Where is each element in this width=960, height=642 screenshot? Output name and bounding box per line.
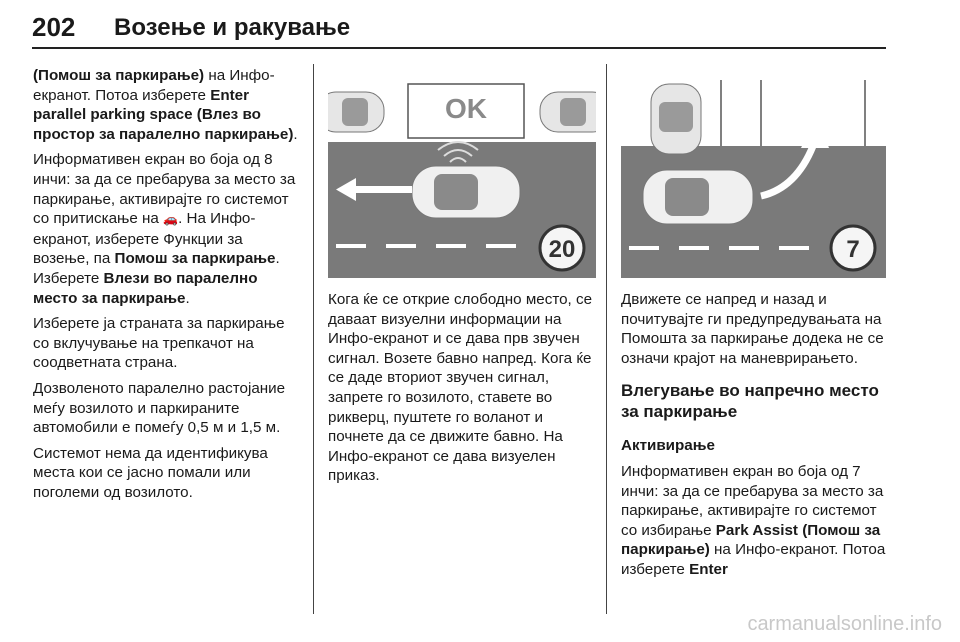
text-run: на Инфо-екранот. Потоа изберете (33, 67, 275, 104)
paragraph (621, 462, 889, 580)
chapter-title: Возење и ракување (114, 14, 351, 41)
bold-term: (Помош за паркирање) (33, 67, 205, 84)
paragraph: Системот нема да идентификува места кои се јасно помали или поголеми од возилото. (33, 444, 268, 501)
parked-car (651, 84, 701, 154)
text-run: на Инфо-екранот. Потоа изберете (621, 541, 886, 578)
moving-car (412, 166, 520, 218)
text-run: . (185, 289, 190, 307)
ok-label: OK (445, 93, 487, 124)
text-run: Информативен екран во боја од 7 инчи: за да се пребарува за место за паркирање, активирајте го системот со избирање (621, 462, 884, 539)
section-heading: Влегување во напречно место за паркирање (621, 381, 879, 422)
svg-text:7: 7 (846, 236, 860, 263)
figure-perpendicular-parking (621, 66, 886, 278)
perpendicular-parking-illustration (621, 66, 886, 278)
moving-car (643, 170, 753, 224)
bold-term: Enter (689, 560, 728, 578)
column-3 (621, 290, 889, 586)
paragraph: Движете се напред и назад и почитувајте ги предупредувањата на Помошта за паркирање додека не се означи крајот на маневрирањето. (621, 291, 884, 367)
text-run: . (293, 125, 298, 143)
figure-parallel-parking (328, 66, 596, 278)
svg-text:20: 20 (548, 236, 576, 263)
bold-term: Park Assist (Помош за паркирање) (621, 521, 881, 559)
paragraph: Изберете ја страната за паркирање со вклучување на трепкачот на соодветната страна. (33, 315, 285, 372)
header-rule (32, 47, 886, 49)
paragraph: Кога ќе се открие слободно место, се даваат визуелни информации на Инфо-екранот и се дава прв звучен сигнал. Возете бавно напред. Кога ќе се даде вториот звучен сигнал, запрете го возилото, ставете во рикверц, пуштете го воланот и почнете да се движите бавно. На Инфо-екранот се дава визуелен приказ. (328, 291, 593, 485)
paragraph (33, 66, 303, 144)
column-2 (328, 290, 598, 492)
page-number: 202 (32, 12, 76, 42)
paragraph (33, 150, 303, 308)
parallel-parking-illustration (328, 66, 596, 278)
figure-badge (831, 226, 875, 270)
parked-car-right (540, 92, 596, 132)
figure-badge (540, 226, 584, 270)
bold-term: Помош за паркирање (114, 250, 276, 268)
column-divider-2 (606, 64, 607, 614)
text-run: . На Инфо-екранот, изберете Функции за возење, па (33, 210, 256, 268)
subheading: Активирање (621, 437, 715, 455)
watermark: carmanualsonline.info (747, 613, 942, 635)
text-run: Информативен екран во боја од 8 инчи: за да се пребарува за место за паркирање, активирајте го системот со притискање на (33, 151, 296, 228)
bold-term: Влези во паралелно место за паркирање (33, 269, 258, 307)
text-run: . Изберете (33, 250, 280, 287)
column-divider-1 (313, 64, 314, 614)
car-icon: 🚗 (163, 212, 179, 227)
bold-term: Enter parallel parking space (Влез во простор за паралелно паркирање) (33, 86, 294, 143)
parked-car-left (328, 92, 384, 132)
paragraph: Дозволеното паралелно растојание меѓу возилото и паркираните автомобили е помеѓу 0,5 м и 1,5 м. (33, 379, 286, 437)
column-1 (33, 66, 303, 508)
